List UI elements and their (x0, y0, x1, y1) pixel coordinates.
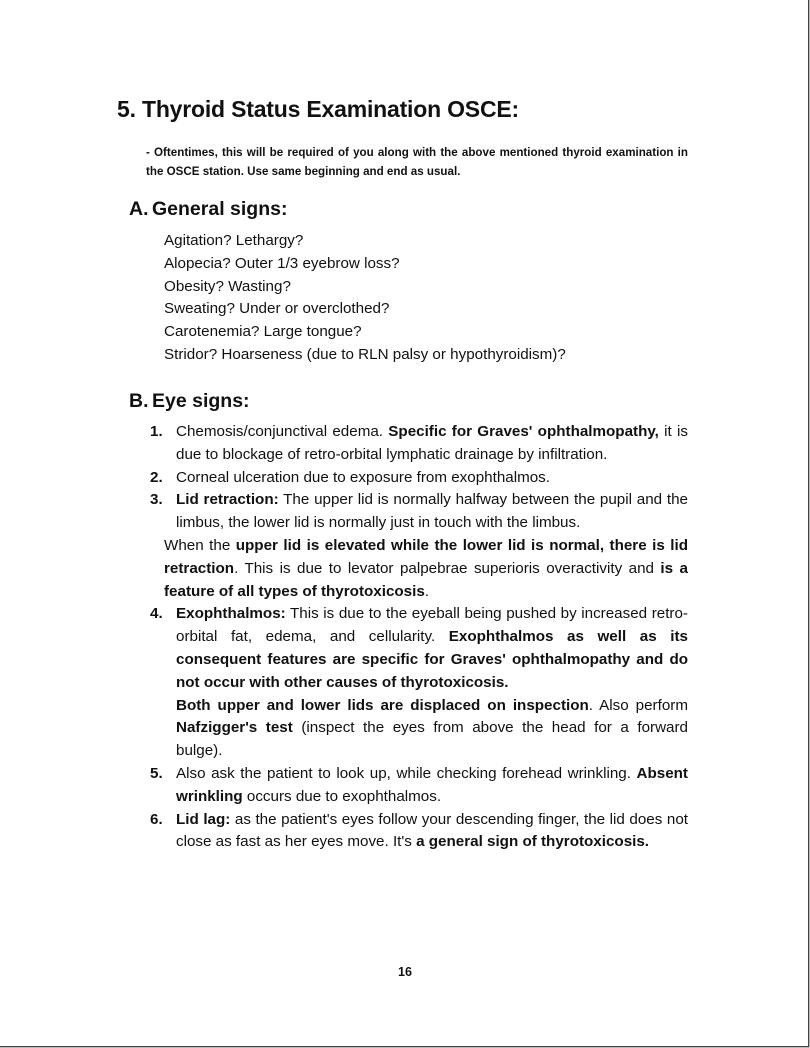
eye-signs-list (150, 421, 688, 854)
item-number: 4. (150, 605, 163, 623)
note-bold-text: is a feature of all types of thyrotoxicosis (164, 559, 688, 600)
list-item: Obesity? Wasting? (164, 277, 291, 295)
note-text: When the (164, 536, 236, 554)
list-item: Agitation? Lethargy? (164, 232, 304, 249)
list-item (150, 489, 688, 535)
section-letter: B. (129, 390, 149, 412)
item-text: Corneal ulceration due to exposure from exophthalmos. (176, 468, 550, 486)
item-text: as the patient's eyes follow your descending finger, the lid does not close as fast as her eyes move. It's (176, 810, 688, 851)
item-bold-text: a general sign of thyrotoxicosis. (416, 833, 650, 851)
section-letter: A. (129, 198, 149, 220)
item-bold-text: Exophthalmos: (176, 605, 286, 623)
item-bold-text: Specific for Graves' ophthalmopathy, (388, 423, 659, 440)
item-text: This is due to the eyeball being pushed by increased retro-orbital fat, edema, and cellularity. (176, 605, 688, 646)
list-item: Sweating? Under or overclothed? (164, 300, 390, 318)
item-bold-text: Lid lag: (176, 810, 231, 828)
list-item: Carotenemia? Large tongue? (164, 323, 362, 341)
list-item (150, 467, 688, 490)
item-text: occurs due to exophthalmos. (242, 787, 442, 805)
section-title: General signs: (152, 198, 288, 220)
list-item: Stridor? Hoarseness (due to RLN palsy or hypothyroidism)? (164, 345, 566, 363)
item-bold-text: Lid retraction: (176, 491, 279, 509)
section-title: Eye signs: (152, 390, 250, 412)
item-bold-text: Exophthalmos as well as its consequent features are specific for Graves' ophthalmopathy and do not occur with other causes of thyrotoxicosis. (176, 628, 688, 691)
list-item (150, 809, 688, 855)
list-item: Alopecia? Outer 1/3 eyebrow loss? (164, 254, 400, 272)
note-text: . This is due to levator palpebrae superioris overactivity and (234, 559, 661, 577)
page-number: 16 (398, 965, 412, 979)
item-number: 6. (150, 810, 163, 828)
item-number: 5. (150, 764, 163, 782)
list-item (150, 421, 688, 467)
item-number: 2. (150, 468, 163, 486)
item-number: 3. (150, 491, 163, 509)
item-text: . Also perform (588, 696, 688, 714)
item-number: 1. (150, 423, 163, 440)
general-signs-list (164, 230, 566, 367)
item-bold-text: Absent wrinkling (176, 764, 688, 805)
page-title: 5. Thyroid Status Examination OSCE: (117, 96, 519, 122)
item-text: it is due to blockage of retro-orbital lymphatic drainage by infiltration. (176, 423, 688, 463)
item-text: Also ask the patient to look up, while checking forehead wrinkling. (176, 764, 637, 782)
section-heading-eye-signs (129, 390, 250, 413)
item-bold-text: Nafzigger's test (176, 719, 293, 737)
item-bold-text: Both upper and lower lids are displaced on inspection (176, 696, 589, 714)
note-text: . (424, 582, 430, 600)
item-text: The upper lid is normally halfway between the pupil and the limbus, the lower lid is normally just in touch with the limbus. (176, 491, 688, 532)
list-item (150, 763, 688, 809)
item-text: (inspect the eyes from above the head for a forward bulge). (176, 719, 688, 760)
list-item (150, 603, 688, 763)
section-heading-general-signs (129, 198, 287, 221)
note-bold-text: upper lid is elevated while the lower lid is normal, there is lid retraction (164, 536, 688, 577)
lid-retraction-note (164, 535, 688, 603)
intro-paragraph: - Oftentimes, this will be required of you along with the above mentioned thyroid examination in the OSCE station. Use same beginning and end as usual. (146, 146, 688, 178)
item-text: Chemosis/conjunctival edema. (176, 423, 389, 440)
